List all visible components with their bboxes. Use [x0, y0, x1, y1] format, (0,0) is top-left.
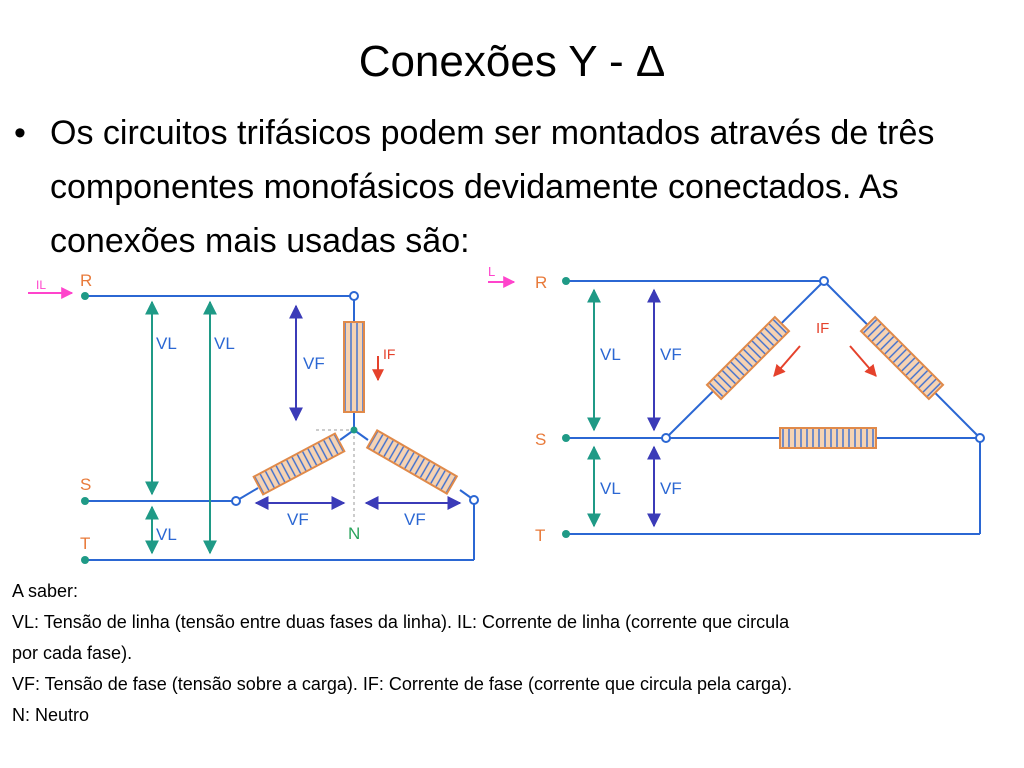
bullet-text: Os circuitos trifásicos podem ser montados através de três componentes monofásicos devidamente conectados. As conexões mais usadas são: [50, 114, 935, 260]
wye-label-neutral: N [348, 524, 361, 543]
wye-label-vl-3: VL [156, 525, 177, 544]
notes-line-3: VF: Tensão de fase (tensão sobre a carga). IF: Corrente de fase (corrente que circula pela carga). [12, 674, 793, 694]
wye-label-il: IL [36, 278, 47, 292]
delta-if-arrow-left [774, 346, 800, 376]
wye-label-vf-right: VF [404, 510, 426, 529]
wye-coil-right [367, 430, 457, 493]
wye-label-s: S [80, 475, 92, 494]
delta-terminals [662, 277, 984, 442]
wye-label-vf-left: VF [287, 510, 309, 529]
delta-label-r: R [535, 273, 548, 292]
notes-line-4: N: Neutro [12, 705, 90, 725]
wye-coil-top [344, 322, 364, 412]
delta-coil-left [707, 317, 789, 399]
delta-label-vf-2: VF [660, 479, 682, 498]
wiring-diagrams [0, 258, 1024, 576]
definitions-notes [12, 576, 1017, 731]
delta-label-vl-1: VL [600, 345, 621, 364]
delta-label-s: S [535, 430, 547, 449]
notes-heading: A saber: [12, 581, 79, 601]
bullet-point [14, 106, 1014, 268]
wye-label-vl-1: VL [156, 334, 177, 353]
delta-label-vl-2: VL [600, 479, 621, 498]
delta-label-il: L [488, 264, 496, 279]
wye-line-terminals [80, 292, 92, 564]
delta-coil-bottom [780, 428, 876, 448]
wye-label-vl-2: VL [214, 334, 235, 353]
wye-label-t: T [80, 534, 91, 553]
wye-coil-left [254, 434, 345, 495]
wye-label-if: IF [383, 346, 396, 362]
delta-connection-diagram [488, 264, 984, 545]
notes-line-1: VL: Tensão de linha (tensão entre duas fases da linha). IL: Corrente de linha (corrente que circula [12, 612, 790, 632]
wye-label-vf-vertical: VF [303, 354, 325, 373]
delta-if-arrow-right [850, 346, 876, 376]
bullet-dot: • [14, 114, 26, 152]
delta-line-terminals [562, 277, 570, 538]
wye-label-r: R [80, 271, 93, 290]
delta-coil-right [861, 317, 943, 399]
delta-label-vf-1: VF [660, 345, 682, 364]
delta-label-if: IF [816, 320, 830, 337]
slide-title: Conexões Y - Δ [358, 37, 666, 86]
wye-neutral-node [351, 427, 358, 434]
delta-label-t: T [535, 526, 546, 545]
wye-connection-diagram [28, 271, 478, 564]
notes-line-2: por cada fase). [12, 643, 133, 663]
